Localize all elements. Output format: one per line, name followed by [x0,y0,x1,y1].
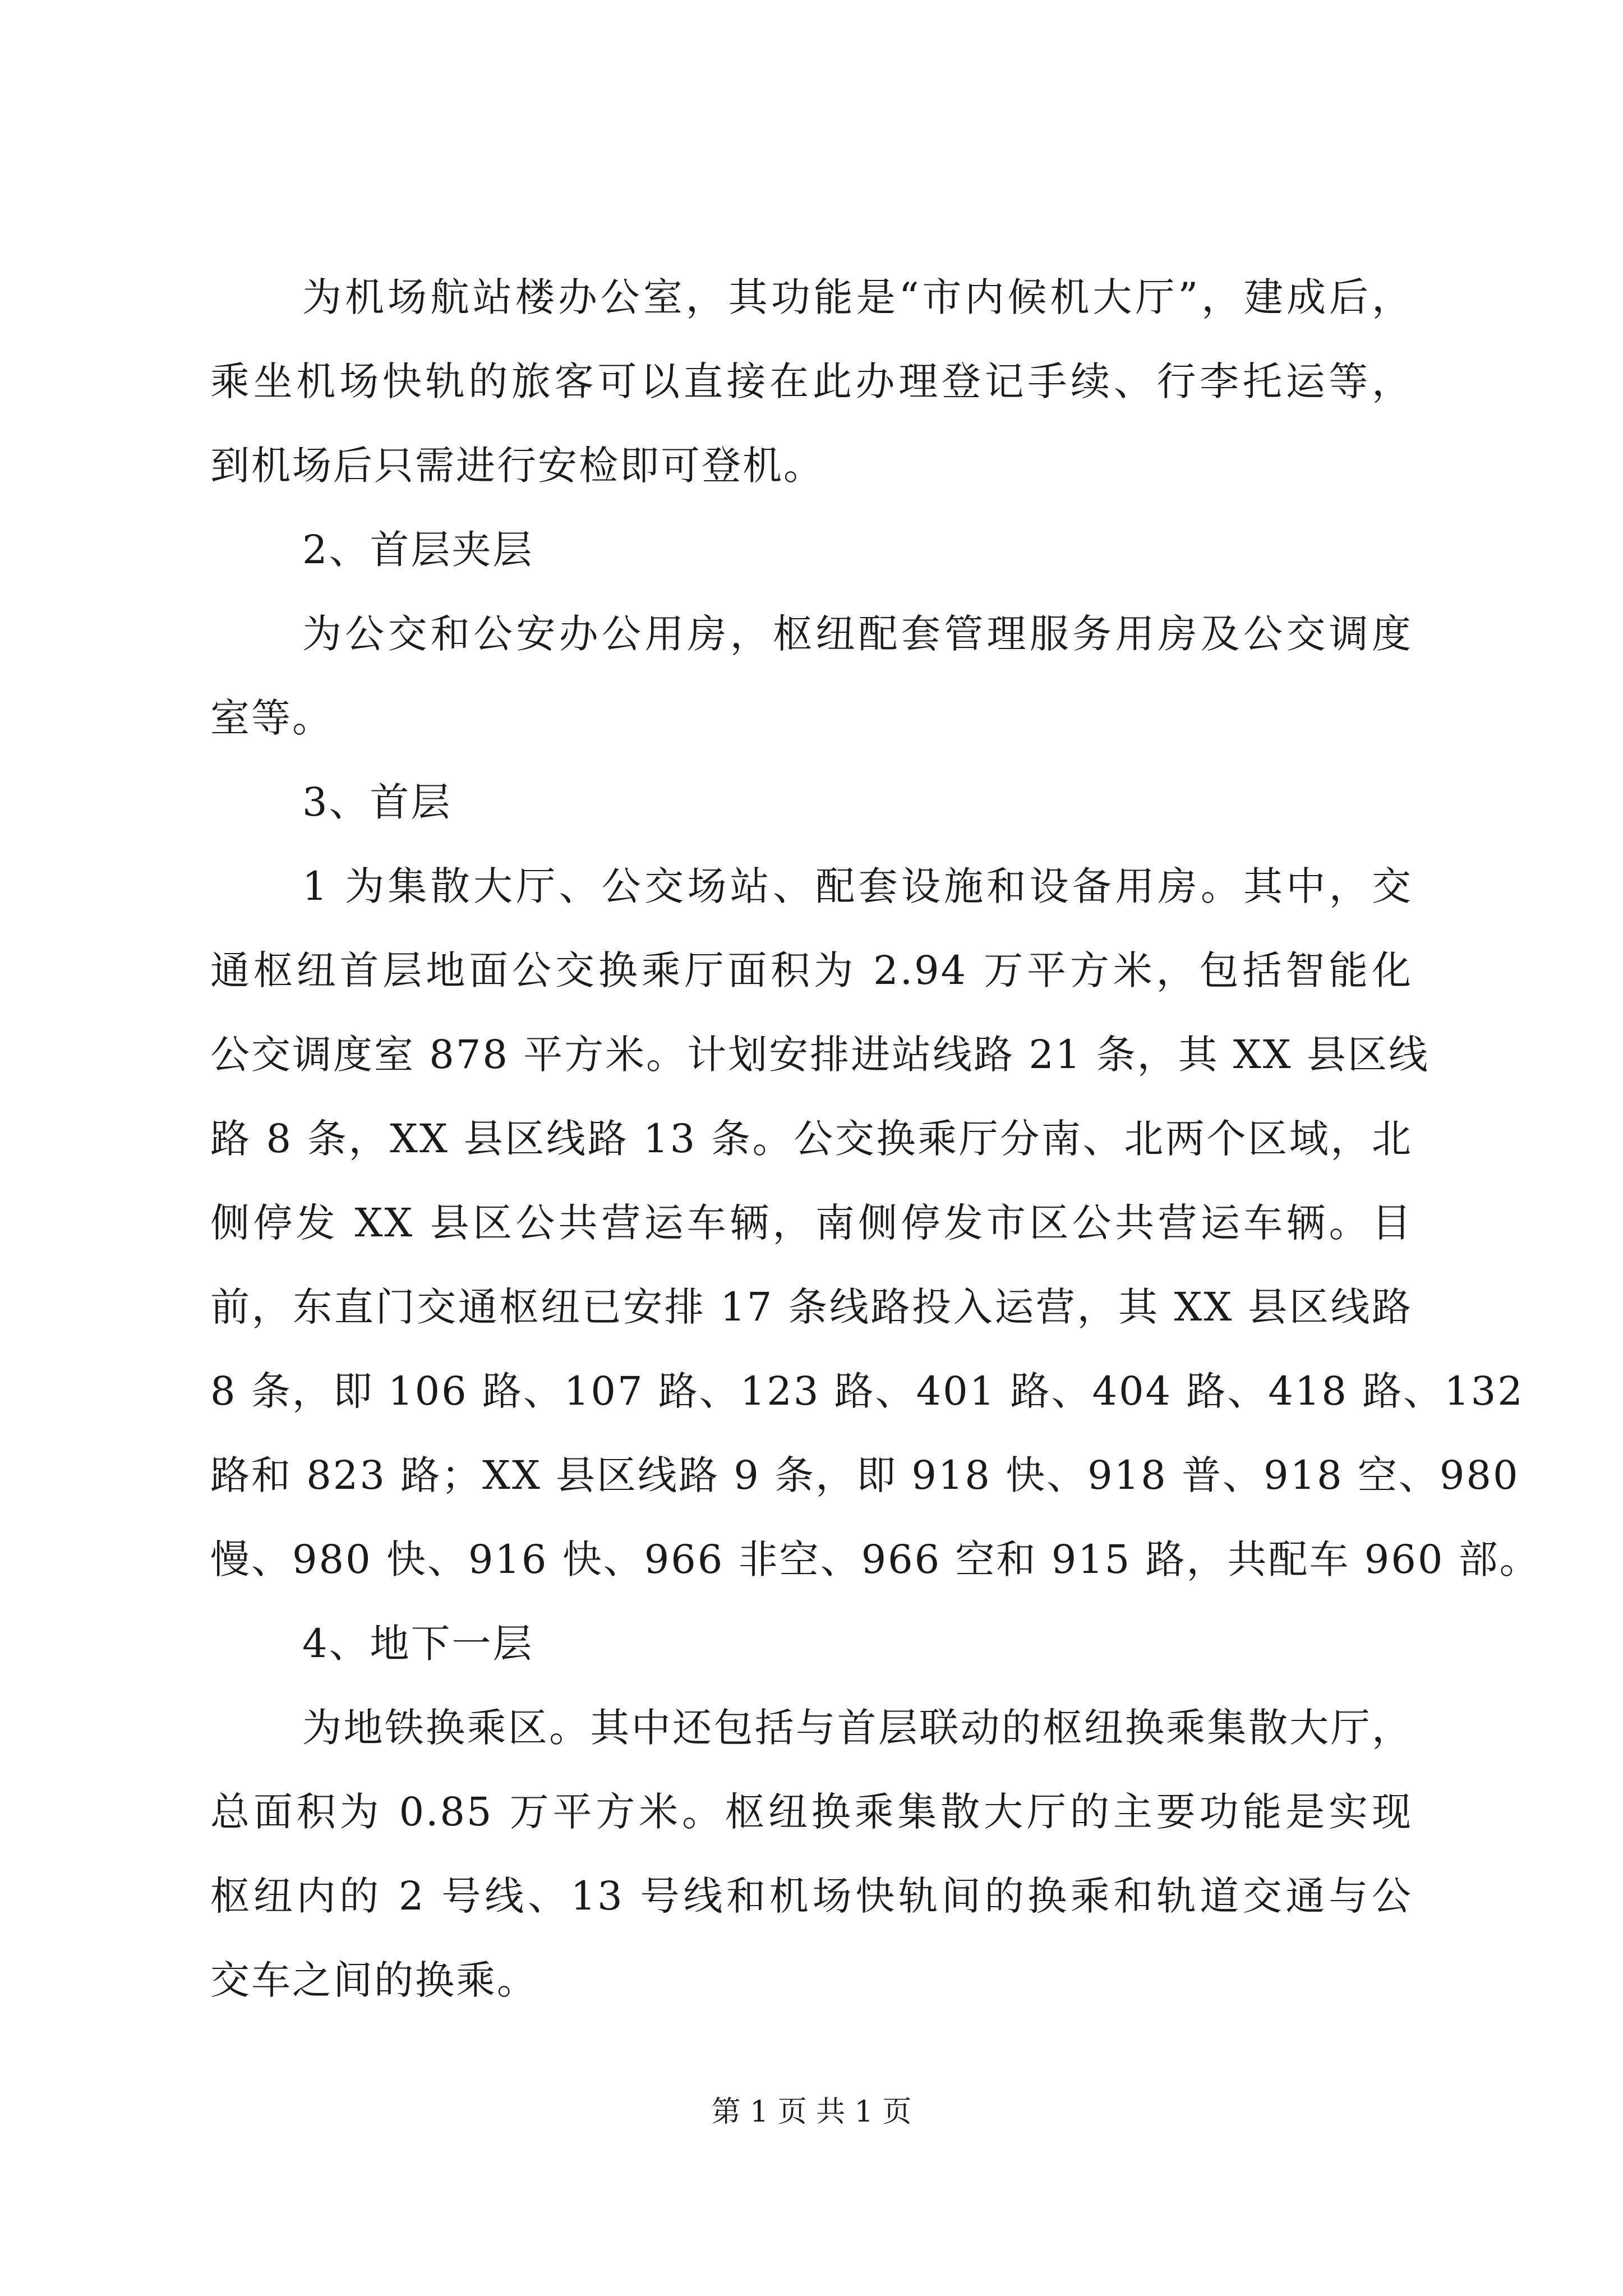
paragraph-line: 枢纽内的 2 号线、13 号线和机场快轨间的换乘和轨道交通与公 [210,1873,1413,1919]
section-heading: 4、地下一层 [302,1621,534,1667]
paragraph-line: 乘坐机场快轨的旅客可以直接在此办理登记手续、行李托运等， [210,358,1413,404]
paragraph-line: 到机场后只需进行安检即可登机。 [210,443,824,489]
section-heading: 3、首层 [302,779,452,825]
paragraph-line: 8 条，即 106 路、107 路、123 路、401 路、404 路、418 路、132 [210,1368,1524,1414]
paragraph-line: 为机场航站楼办公室，其功能是“市内候机大厅”，建成后， [302,274,1413,320]
paragraph-line: 路 8 条，XX 县区线路 13 条。公交换乘厅分南、北两个区域，北 [210,1116,1413,1162]
paragraph-line: 为地铁换乘区。其中还包括与首层联动的枢纽换乘集散大厅， [302,1705,1413,1751]
paragraph-line: 通枢纽首层地面公交换乘厅面积为 2.94 万平方米，包括智能化 [210,947,1413,993]
paragraph-line: 前，东直门交通枢纽已安排 17 条线路投入运营，其 XX 县区线路 [210,1284,1413,1330]
section-heading: 2、首层夹层 [302,527,534,573]
page-footer: 第 1 页 共 1 页 [711,2095,912,2129]
paragraph-line: 侧停发 XX 县区公共营运车辆，南侧停发市区公共营运车辆。目 [210,1200,1413,1246]
paragraph-line: 慢、980 快、916 快、966 非空、966 空和 915 路，共配车 960 部。 [210,1536,1541,1582]
paragraph-line: 公交调度室 878 平方米。计划安排进站线路 21 条，其 XX 县区线 [210,1032,1430,1078]
paragraph-line: 室等。 [210,695,333,741]
paragraph-line: 路和 823 路；XX 县区线路 9 条，即 918 快、918 普、918 空、980 [210,1452,1520,1498]
paragraph-line: 1 为集散大厅、公交场站、配套设施和设备用房。其中，交 [302,863,1413,909]
paragraph-line: 总面积为 0.85 万平方米。枢纽换乘集散大厅的主要功能是实现 [210,1789,1413,1835]
paragraph-line: 交车之间的换乘。 [210,1957,538,2003]
paragraph-line: 为公交和公安办公用房，枢纽配套管理服务用房及公交调度 [302,611,1413,657]
